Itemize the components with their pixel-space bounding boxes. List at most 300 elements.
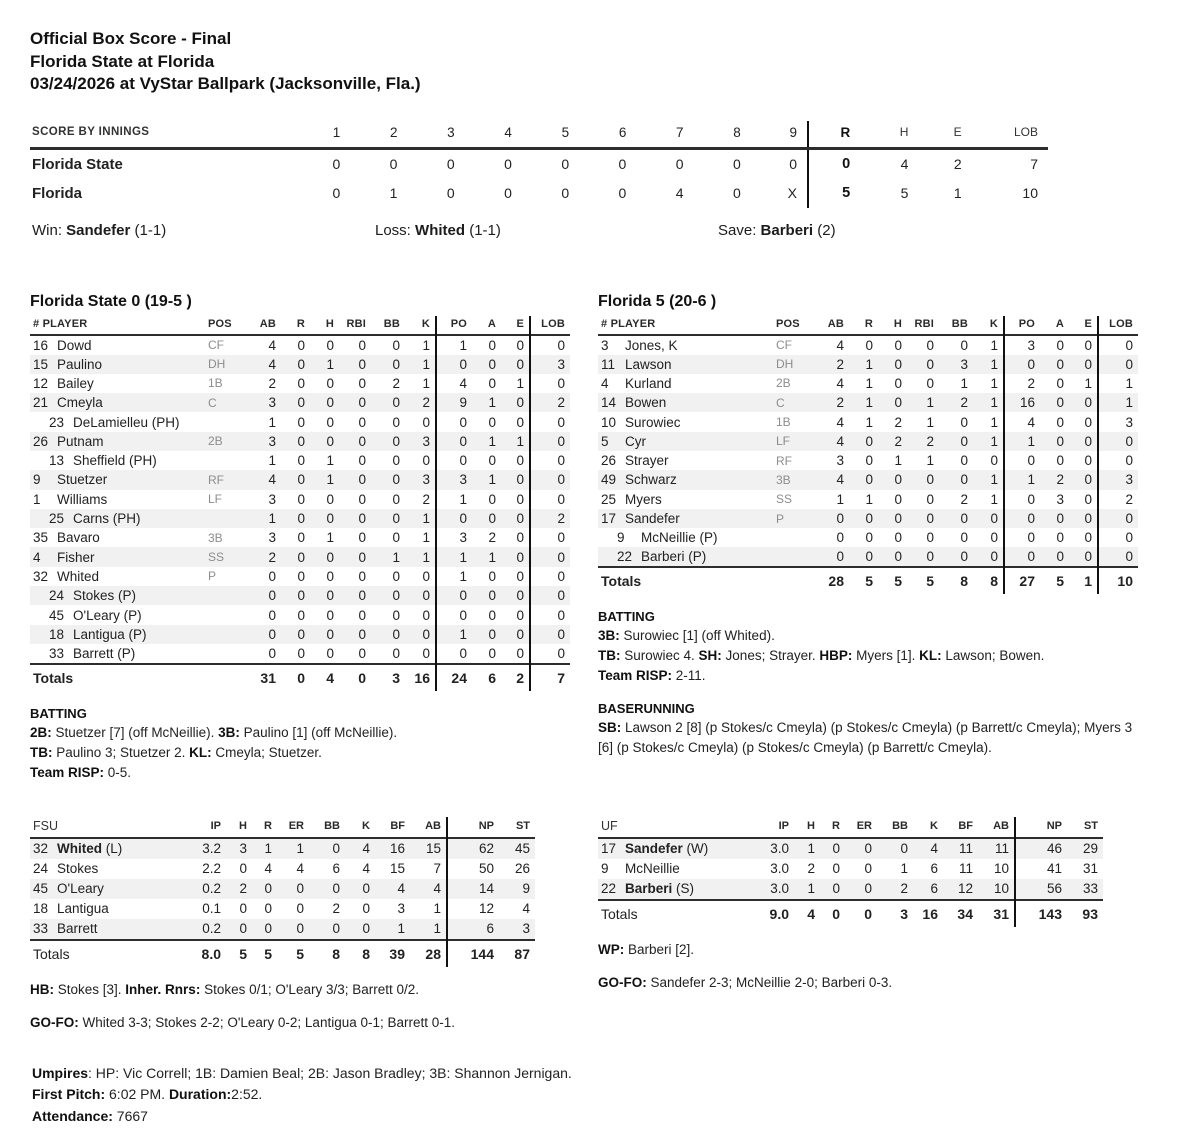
stat-cell: 0 — [516, 588, 524, 604]
player-row — [30, 412, 570, 431]
player-row — [30, 625, 570, 644]
home-batting-totals — [598, 567, 1138, 594]
home-pitching-body — [598, 838, 1103, 900]
player-name: Jones, K — [625, 337, 678, 353]
away-pitching-section — [30, 817, 570, 1033]
stat-cell: 0 — [960, 511, 968, 527]
stat-cell: 0 — [358, 588, 366, 604]
stat-col-header: A — [487, 317, 496, 330]
player-number: 13 — [49, 453, 65, 469]
totals-stat: 7 — [530, 664, 570, 691]
stat-col-header: PO — [436, 316, 472, 335]
home-pitching-notes — [598, 940, 1135, 993]
stat-cell: 0 — [326, 337, 334, 353]
stat-cell: 4 — [433, 881, 441, 897]
stat-cell: 0 — [1004, 355, 1040, 374]
note-label: HBP: — [819, 648, 853, 664]
totals-stat: 10 — [1098, 567, 1138, 594]
stat-cell: 2 — [960, 395, 968, 411]
player-number: 33 — [49, 645, 65, 661]
stat-cell: 62 — [447, 838, 499, 859]
stat-cell: 0 — [326, 549, 334, 565]
player-name-cell — [598, 528, 776, 547]
player-row — [598, 374, 1138, 393]
stat-cell: 0 — [836, 511, 844, 527]
stat-cell: 1 — [894, 453, 902, 469]
stat-cell: 0 — [326, 588, 334, 604]
pitcher-name: Whited — [57, 841, 102, 857]
stat-cell: 0 — [296, 901, 304, 917]
stat-cell: 1 — [516, 375, 524, 391]
totals-stat: 6 — [488, 669, 496, 686]
stat-cell: 15 — [425, 841, 441, 857]
batting-note: Team RISP: 2-11. — [598, 668, 706, 684]
stat-cell: 0 — [894, 395, 902, 411]
stat-cell: 3 — [239, 841, 247, 857]
stat-cell: 0 — [1056, 549, 1064, 565]
stat-cell: 2 — [960, 491, 968, 507]
totals-stat: 24 — [436, 664, 472, 691]
player-position: CF — [776, 338, 792, 352]
away-batting-header — [30, 316, 570, 335]
stat-col-header: POS — [776, 317, 800, 330]
player-number: 5 — [601, 433, 609, 449]
stat-cell: 0 — [436, 509, 472, 528]
win-label: Win: — [32, 221, 67, 239]
stat-cell: 2 — [268, 549, 276, 565]
batting-note: TB: Surowiec 4. SH: Jones; Strayer. HBP: Myers [1]. KL: Lawson; Bowen. — [598, 648, 1045, 664]
player-name: Whited — [57, 568, 100, 584]
stat-cell: 0 — [530, 586, 570, 605]
player-position: RF — [776, 453, 792, 468]
stat-cell: 0 — [358, 626, 366, 642]
inning-score: 0 — [446, 156, 455, 172]
home-pitching-totals — [598, 900, 1103, 927]
stat-cell: 1 — [990, 433, 998, 449]
player-name-cell — [598, 470, 776, 489]
stat-cell: 0 — [297, 549, 305, 565]
stat-cell: 0 — [358, 645, 366, 661]
stat-cell: 0 — [436, 586, 472, 605]
stat-cell: 0 — [358, 472, 366, 488]
stat-cell: 0.2 — [202, 881, 221, 897]
stat-cell: 1 — [488, 472, 496, 488]
totals-stat: 93 — [1082, 905, 1098, 922]
stat-cell: 1 — [422, 375, 430, 391]
save-pitcher: Barberi — [760, 221, 814, 239]
stat-cell: 4 — [522, 901, 530, 917]
stat-cell: 3 — [422, 472, 430, 488]
stat-cell: 4 — [836, 414, 844, 430]
stat-cell: 0 — [894, 549, 902, 565]
linescore-row — [30, 179, 1048, 208]
stat-cell: 0 — [836, 530, 844, 546]
decision-tag: (S) — [672, 881, 695, 897]
player-name-cell — [598, 374, 776, 393]
stat-cell: 0 — [297, 511, 305, 527]
pitcher-row — [30, 879, 535, 899]
player-name-cell — [30, 625, 208, 644]
totals-stat: 5 — [926, 573, 934, 590]
stat-cell: 11 — [958, 841, 973, 857]
stat-cell: 0 — [516, 414, 524, 430]
player-position: LF — [208, 492, 223, 507]
player-name-cell — [30, 509, 208, 528]
stat-cell: 3 — [1098, 412, 1138, 431]
stat-cell: 11 — [958, 861, 973, 877]
totals-label: Totals — [33, 669, 74, 686]
pitching-note: GO-FO: Sandefer 2-3; McNeillie 2-0; Barberi 0-3. — [598, 974, 893, 990]
note-label: Attendance: — [32, 1107, 113, 1124]
stat-cell: 2 — [239, 881, 247, 897]
stat-cell: 1 — [433, 921, 441, 937]
player-row — [30, 567, 570, 586]
stat-cell: 3.0 — [770, 881, 789, 897]
stat-cell: 0 — [1084, 549, 1092, 565]
stat-cell: 0 — [1084, 356, 1092, 372]
player-name: Stokes (P) — [73, 588, 137, 604]
stat-cell: 3 — [836, 453, 844, 469]
stat-col-header: AB — [425, 819, 441, 832]
stat-cell: 0 — [297, 375, 305, 391]
inning-score: 0 — [561, 156, 570, 172]
stat-col-header: NP — [447, 817, 499, 838]
stat-cell: 0 — [960, 472, 968, 488]
player-position: 3B — [776, 472, 791, 487]
player-name-cell — [598, 393, 776, 412]
stat-col-header: A — [1055, 317, 1064, 330]
player-number: 21 — [33, 395, 49, 411]
stat-cell: 1 — [268, 453, 276, 469]
player-row — [30, 470, 570, 489]
stat-cell: 6 — [930, 881, 938, 897]
player-name: Stuetzer — [57, 472, 108, 488]
player-name-cell — [30, 335, 208, 355]
pitcher-name-cell — [30, 859, 188, 879]
player-number: 11 — [601, 356, 616, 372]
inning-col-header: 1 — [332, 124, 341, 140]
note-label: Duration: — [168, 1086, 232, 1103]
stat-cell: 0 — [297, 472, 305, 488]
note-label: HB: — [30, 981, 54, 997]
stat-cell: 0 — [990, 511, 998, 527]
totals-stat: 9.0 — [769, 905, 789, 922]
linescore-header-row — [30, 121, 1048, 149]
stat-cell: 0 — [960, 549, 968, 565]
stat-cell: 1 — [990, 356, 998, 372]
pitcher-row — [598, 879, 1103, 900]
player-number: 10 — [601, 414, 617, 430]
linescore-stat-header: E — [953, 125, 962, 139]
stat-cell: 0 — [297, 588, 305, 604]
stat-cell: 0 — [392, 645, 400, 661]
stat-cell: 0 — [488, 511, 496, 527]
stat-cell: 0 — [392, 395, 400, 411]
player-number: 14 — [601, 395, 617, 411]
player-position — [776, 547, 816, 567]
stat-cell: 0 — [264, 901, 272, 917]
stat-cell: 0 — [268, 568, 276, 584]
stat-cell: 0 — [516, 337, 524, 353]
player-name-cell — [30, 393, 208, 412]
stat-cell: 0 — [530, 605, 570, 624]
player-row — [30, 335, 570, 355]
stat-cell: 0 — [926, 356, 934, 372]
stat-cell: 0 — [926, 491, 934, 507]
stat-cell: 16 — [389, 841, 405, 857]
stat-cell: 1 — [807, 881, 815, 897]
stat-cell: 0 — [530, 567, 570, 586]
stat-cell: 3.0 — [770, 861, 789, 877]
stat-cell: 3 — [397, 901, 405, 917]
stat-cell: 0 — [392, 453, 400, 469]
player-position: RF — [208, 472, 224, 487]
player-name-cell — [598, 490, 776, 509]
note-label: Team RISP: — [30, 764, 105, 780]
stat-cell: 4 — [836, 433, 844, 449]
stat-cell: 0 — [960, 453, 968, 469]
player-number: 32 — [33, 568, 49, 584]
stat-cell: 0 — [865, 530, 873, 546]
player-row — [598, 355, 1138, 374]
stat-cell: 56 — [1015, 879, 1067, 900]
stat-cell: 0 — [392, 472, 400, 488]
stat-cell: 0 — [926, 530, 934, 546]
linescore-header — [30, 121, 1048, 149]
stat-cell: 2 — [530, 393, 570, 412]
stat-cell: 0 — [894, 356, 902, 372]
stat-cell: 0 — [268, 588, 276, 604]
player-number: 23 — [49, 414, 65, 430]
stat-cell: 0 — [516, 511, 524, 527]
player-name: Lantigua (P) — [73, 626, 147, 642]
stat-cell: 0 — [1098, 451, 1138, 470]
stat-cell: 1 — [422, 530, 430, 546]
totals-stat: 8 — [362, 945, 370, 962]
player-name-cell — [30, 586, 208, 605]
stat-cell: 0 — [990, 530, 998, 546]
stat-cell: 0 — [362, 901, 370, 917]
totals-stat: 5 — [865, 573, 873, 590]
stat-cell: 1 — [397, 921, 405, 937]
stat-cell: 0 — [865, 433, 873, 449]
stat-cell: 0 — [392, 491, 400, 507]
stat-cell: 0 — [488, 607, 496, 623]
stat-cell: 0 — [990, 549, 998, 565]
stat-cell: 0 — [1084, 511, 1092, 527]
home-batting-body — [598, 335, 1138, 568]
stat-cell: 1 — [865, 414, 873, 430]
totals-row — [30, 664, 570, 691]
title-block — [30, 28, 1142, 96]
player-name: Myers — [625, 491, 662, 507]
inning-score: 4 — [675, 185, 684, 201]
batting-note: 3B: Surowiec [1] (off Whited). — [598, 628, 775, 644]
pitcher-name: Sandefer — [625, 841, 683, 857]
pitching-team-label: FSU — [33, 818, 58, 833]
win-decision — [32, 222, 375, 239]
stat-cell: 0 — [436, 644, 472, 664]
totals-stat: 8 — [990, 573, 998, 590]
stat-cell: 1 — [268, 414, 276, 430]
stat-cell: 0 — [488, 626, 496, 642]
player-position: SS — [208, 550, 225, 565]
stat-cell: 0 — [332, 921, 340, 937]
loss-label: Loss: — [375, 221, 416, 239]
stat-cell: 0 — [516, 626, 524, 642]
stat-cell: 3 — [436, 470, 472, 489]
batting-header-row — [30, 316, 570, 335]
linescore-body — [30, 148, 1048, 208]
stat-cell: 0 — [1004, 451, 1040, 470]
win-record: (1-1) — [130, 221, 167, 239]
pitcher-row — [598, 838, 1103, 859]
totals-stat: 5 — [296, 945, 304, 962]
batting-header-row — [598, 316, 1138, 335]
stat-cell: 0 — [530, 490, 570, 509]
stat-col-header: E — [516, 317, 524, 330]
pitcher-name-cell — [30, 899, 188, 919]
inning-col-header: 4 — [504, 124, 512, 140]
totals-stat: 16 — [414, 669, 430, 686]
stat-cell: 0 — [1084, 395, 1092, 411]
player-number: 15 — [33, 356, 49, 372]
stat-cell: 2.2 — [202, 861, 221, 877]
stat-cell: 4 — [362, 861, 370, 877]
stat-cell: 0 — [297, 356, 305, 372]
pitcher-number: 33 — [33, 921, 49, 937]
stat-cell: 0 — [1098, 355, 1138, 374]
player-name-cell — [598, 355, 776, 374]
player-number: 4 — [33, 549, 41, 565]
player-name: Barberi (P) — [641, 549, 707, 565]
player-name-cell — [30, 605, 208, 624]
stat-col-header: LOB — [1098, 316, 1138, 335]
page-title: Official Box Score - Final — [30, 29, 232, 48]
game-info-line: First Pitch: 6:02 PM. Duration:2:52. — [32, 1086, 263, 1103]
stat-cell: 0 — [422, 453, 430, 469]
inning-score: 0 — [789, 156, 797, 172]
player-row — [598, 528, 1138, 547]
stat-cell: 0 — [960, 433, 968, 449]
stat-cell: 0 — [990, 453, 998, 469]
stat-cell: 0 — [530, 470, 570, 489]
player-name: Schwarz — [625, 472, 677, 488]
stat-cell: 3 — [522, 921, 530, 937]
stat-cell: 4 — [1004, 412, 1040, 431]
player-row — [30, 374, 570, 393]
inning-score: 0 — [504, 185, 512, 201]
stat-cell: 0 — [516, 472, 524, 488]
stat-col-header: BB — [383, 317, 400, 330]
stat-cell: 0 — [297, 530, 305, 546]
stat-cell: 0 — [516, 395, 524, 411]
pitcher-row — [30, 838, 535, 859]
pitcher-number: 22 — [601, 881, 617, 897]
stat-cell: 0 — [1056, 375, 1064, 391]
player-name: Putnam — [57, 433, 104, 449]
stat-cell: 0 — [297, 337, 305, 353]
stat-cell: 1 — [326, 530, 334, 546]
baserunning-notes-title: BASERUNNING — [598, 701, 695, 717]
stat-cell: 0 — [422, 588, 430, 604]
totals-stat: 5 — [264, 945, 272, 962]
stat-cell: 2 — [836, 395, 844, 411]
stat-cell: 4 — [836, 472, 844, 488]
note-label: KL: — [919, 648, 942, 664]
totals-stat: 31 — [260, 669, 276, 686]
player-position — [776, 528, 816, 547]
stat-cell: 0 — [436, 451, 472, 470]
stat-cell: 3.2 — [202, 841, 221, 857]
player-position — [208, 586, 248, 605]
summary-stat: 5 — [900, 185, 909, 201]
player-name-cell — [598, 509, 776, 528]
stat-cell: 10 — [993, 881, 1009, 897]
player-row — [598, 490, 1138, 509]
away-pitching-body — [30, 838, 535, 940]
stat-col-header: R — [832, 819, 840, 832]
stat-cell: 0 — [864, 881, 872, 897]
stat-cell: 3 — [1056, 491, 1064, 507]
stat-cell: 0 — [894, 375, 902, 391]
stat-cell: 6 — [447, 919, 499, 940]
stat-cell: 0 — [392, 568, 400, 584]
stat-cell: 0 — [358, 395, 366, 411]
stat-cell: 15 — [389, 861, 405, 877]
home-pitching-table — [598, 817, 1103, 927]
inning-score: 0 — [561, 185, 570, 201]
totals-stat: 1 — [1084, 573, 1092, 590]
player-name: Bailey — [57, 375, 94, 391]
note-label: First Pitch: — [32, 1086, 106, 1103]
player-row — [30, 528, 570, 547]
stat-cell: 2 — [422, 395, 430, 411]
stat-cell: 0 — [326, 414, 334, 430]
stat-cell: 0 — [530, 432, 570, 451]
stat-cell: 1 — [436, 625, 472, 644]
stat-cell: 0 — [358, 607, 366, 623]
stat-cell: 0 — [326, 433, 334, 449]
totals-stat: 87 — [514, 945, 530, 962]
save-record: (2) — [813, 221, 836, 239]
stat-cell: 0.2 — [202, 921, 221, 937]
stat-cell: 0 — [488, 568, 496, 584]
stat-cell: 1 — [436, 335, 472, 355]
stat-cell: 2 — [488, 530, 496, 546]
player-row — [598, 432, 1138, 451]
player-row — [30, 490, 570, 509]
stat-cell: 0 — [332, 881, 340, 897]
stat-cell: 0 — [326, 568, 334, 584]
stat-cell: 0 — [358, 568, 366, 584]
stat-col-header: H — [239, 819, 247, 832]
totals-stat: 3 — [392, 669, 400, 686]
note-label: GO-FO: — [30, 1014, 79, 1030]
totals-stat: 28 — [828, 573, 844, 590]
pitcher-number: 45 — [33, 881, 49, 897]
stat-cell: 0 — [1084, 337, 1092, 353]
totals-stat: 5 — [1056, 573, 1064, 590]
inning-col-header: 5 — [561, 124, 570, 140]
stat-cell: 0 — [1098, 528, 1138, 547]
stat-cell: 0 — [488, 453, 496, 469]
totals-row — [30, 940, 535, 967]
player-col-header: # PLAYER — [33, 317, 88, 330]
player-position: SS — [776, 492, 793, 507]
stat-col-header: K — [421, 317, 430, 330]
away-pitching-notes — [30, 980, 567, 1033]
